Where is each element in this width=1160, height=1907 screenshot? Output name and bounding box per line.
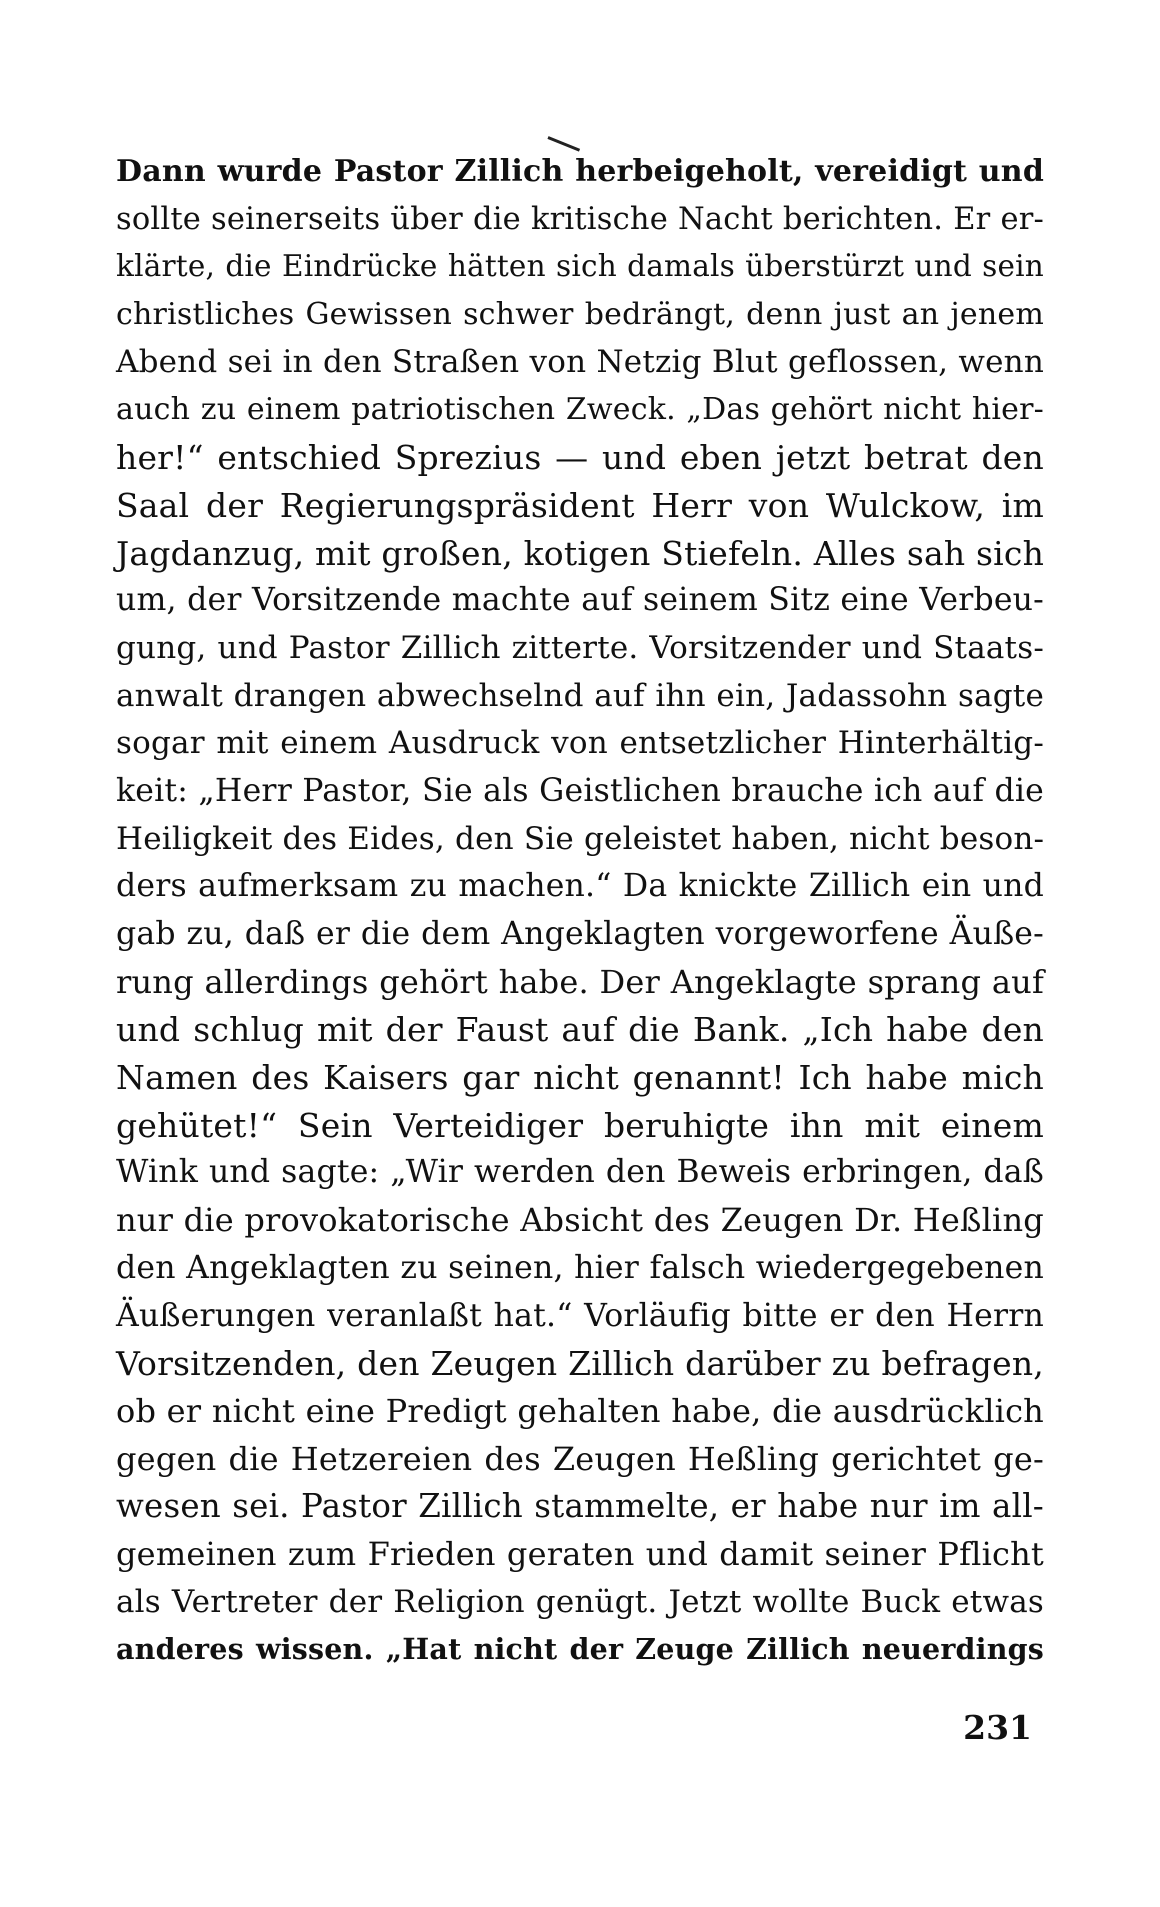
text-line: nur die provokatorische Absicht des Zeugen Dr. Heßling: [116, 1201, 1044, 1240]
text-line: auch zu einem patriotischen Zweck. „Das gehört nicht hier-: [116, 392, 1044, 428]
page-number: 231: [963, 1708, 1032, 1747]
text-line: um, der Vorsitzende machte auf seinem Sitz eine Verbeu-: [116, 582, 1044, 619]
text-line: gab zu, daß er die dem Angeklagten vorgeworfene Äuße-: [116, 916, 1044, 952]
text-line: gehütet!“ Sein Verteidiger beruhigte ihn mit einem: [116, 1105, 1044, 1145]
text-line: Jagdanzug, mit großen, kotigen Stiefeln. Alles sah sich: [116, 533, 1045, 573]
body-text: [116, 148, 1044, 1674]
text-line: den Angeklagten zu seinen, hier falsch wiedergegebenen: [116, 1249, 1044, 1286]
text-line: gung, und Pastor Zillich zitterte. Vorsitzender und Staats-: [116, 629, 1044, 666]
text-line: anderes wissen. „Hat nicht der Zeuge Zillich neuerdings: [116, 1632, 1044, 1667]
text-line: her!“ entschied Sprezius — und eben jetzt betrat den: [116, 438, 1044, 478]
text-line: Vorsitzenden, den Zeugen Zillich darüber zu befragen,: [116, 1344, 1044, 1384]
text-line: ob er nicht eine Predigt gehalten habe, die ausdrücklich: [116, 1391, 1044, 1430]
text-line: Wink und sagte: „Wir werden den Beweis erbringen, daß: [116, 1154, 1044, 1191]
text-line: klärte, die Eindrücke hätten sich damals überstürzt und sein: [116, 249, 1044, 284]
text-line: gegen die Hetzereien des Zeugen Heßling gerichtet ge-: [116, 1439, 1044, 1478]
text-line: anwalt drangen abwechselnd auf ihn ein, Jadassohn sagte: [116, 677, 1044, 714]
text-line: Abend sei in den Straßen von Netzig Blut geflossen, wenn: [116, 343, 1044, 380]
text-line: als Vertreter der Religion genügt. Jetzt wollte Buck etwas: [116, 1583, 1044, 1620]
text-line: und schlug mit der Faust auf die Bank. „Ich habe den: [116, 1010, 1044, 1050]
text-line: keit: „Herr Pastor, Sie als Geistlichen brauche ich auf die: [116, 772, 1044, 809]
text-line: sogar mit einem Ausdruck von entsetzlicher Hinterhältig-: [116, 725, 1044, 762]
text-line: rung allerdings gehört habe. Der Angeklagte sprang auf: [116, 962, 1044, 1001]
text-line: wesen sei. Pastor Zillich stammelte, er habe nur im all-: [116, 1487, 1044, 1526]
text-line: sollte seinerseits über die kritische Nacht berichten. Er er-: [116, 201, 1044, 237]
text-line: Namen des Kaisers gar nicht genannt! Ich habe mich: [116, 1058, 1044, 1098]
text-line: ders aufmerksam zu machen.“ Da knickte Zillich ein und: [116, 868, 1044, 905]
text-line: Äußerungen veranlaßt hat.“ Vorläufig bitte er den Herrn: [116, 1297, 1044, 1334]
text-line: Dann wurde Pastor Zillich herbeigeholt, vereidigt und: [116, 154, 1044, 189]
text-line: gemeinen zum Frieden geraten und damit seiner Pflicht: [116, 1534, 1044, 1573]
text-line: Heiligkeit des Eides, den Sie geleistet haben, nicht beson-: [116, 820, 1045, 857]
text-line: christliches Gewissen schwer bedrängt, denn just an jenem: [116, 297, 1044, 333]
text-line: Saal der Regierungspräsident Herr von Wulckow, im: [116, 485, 1044, 525]
